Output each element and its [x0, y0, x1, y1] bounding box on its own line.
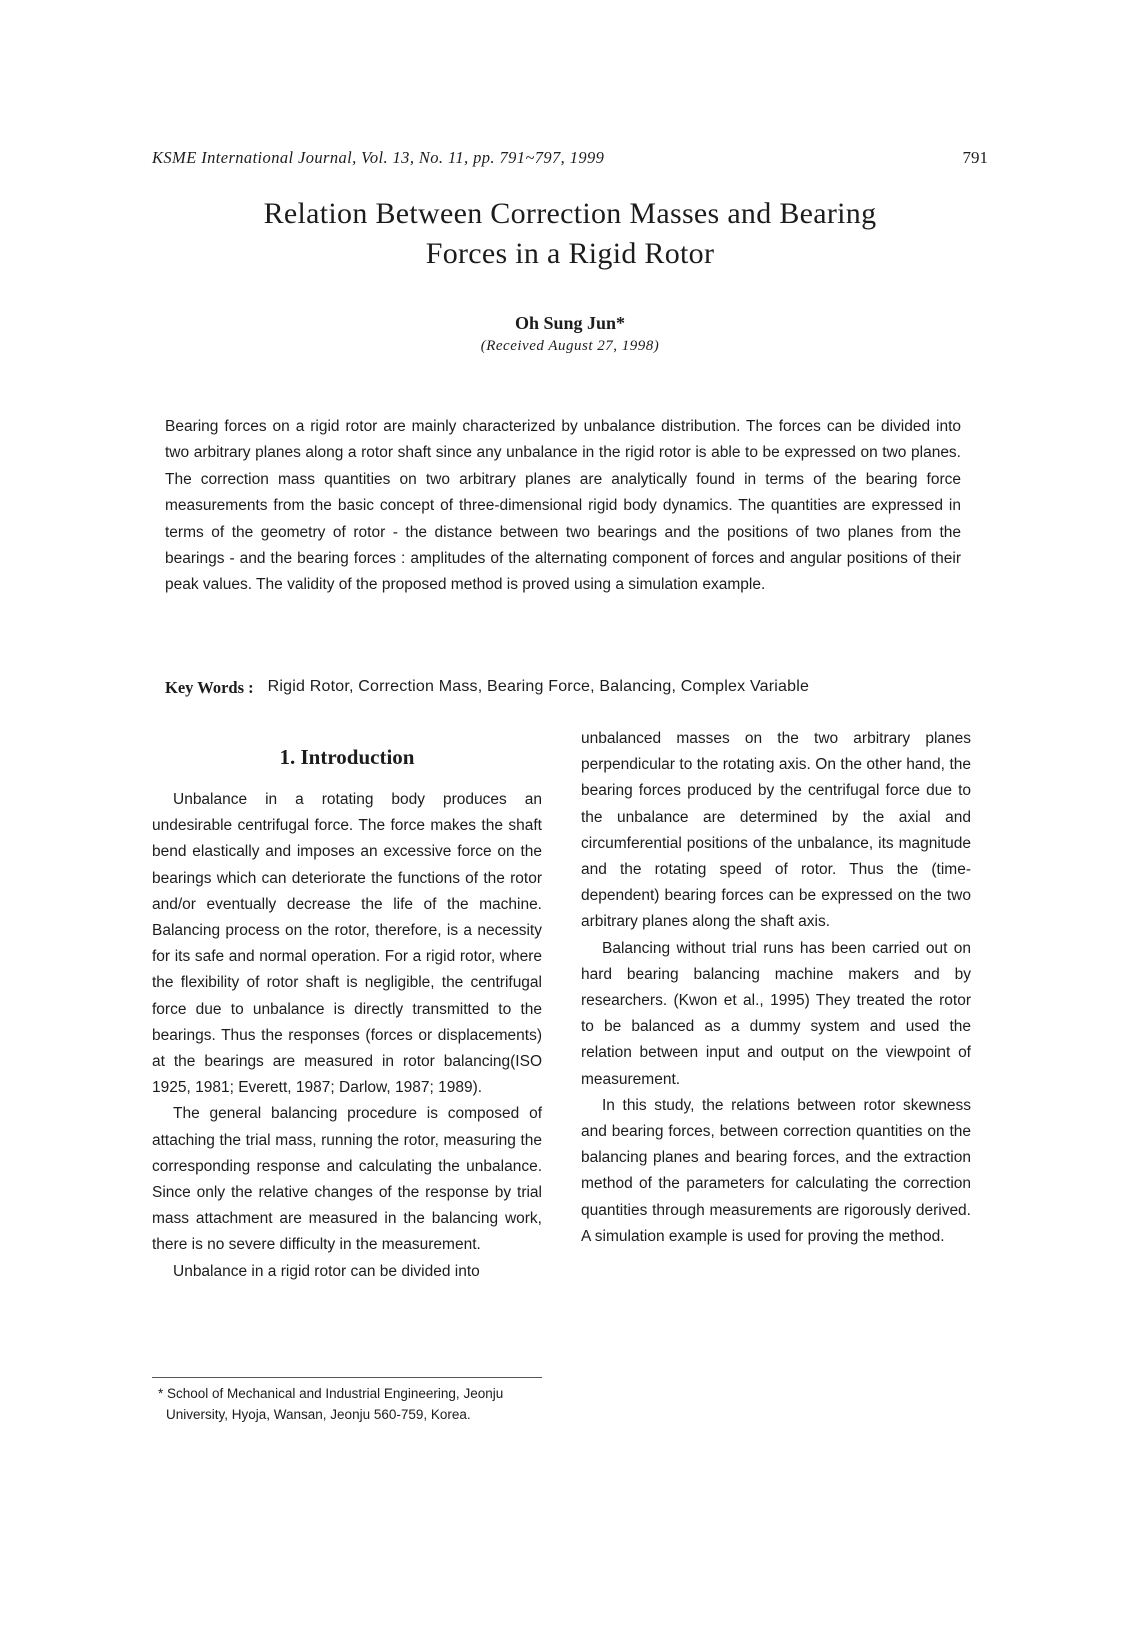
paper-title [152, 194, 988, 274]
paragraph: The general balancing procedure is composed of attaching the trial mass, running the rotor, measuring the corresponding response and calculating the unbalance. Since only the relative changes of the response by trial mass attachment are measured in the balancing work, there is no severe difficulty in the measurement. [152, 1105, 542, 1254]
keywords [165, 678, 965, 698]
paragraph: In this study, the relations between rotor skewness and bearing forces, between correction quantities on the balancing planes and bearing forces, and the extraction method of the parameters for calculating the correction quantities through measurements are rigorously derived. A simulation example is used for proving the method. [581, 1096, 971, 1245]
paragraph: Unbalance in a rigid rotor can be divided into [173, 1262, 480, 1280]
author-name: Oh Sung Jun* [514, 313, 626, 333]
page-number: 791 [962, 148, 988, 167]
footnote-divider [152, 1377, 542, 1378]
footnote-affiliation: * School of Mechanical and Industrial Engineering, Jeonju University, Hyoja, Wansan, Jeonju 560-759, Korea. [158, 1386, 504, 1422]
right-column [581, 726, 971, 1250]
keywords-label: Key Words : [165, 678, 254, 697]
abstract: Bearing forces on a rigid rotor are mainly characterized by unbalance distribution. The forces can be divided into two arbitrary planes along a rotor shaft since any unbalance in the rigid rotor is able to be expressed on two planes. The correction mass quantities on two arbitrary planes are analytically found in terms of the bearing force measurements from the basic concept of three-dimensional rigid body dynamics. The quantities are expressed in terms of the geometry of rotor - the distance between two bearings and the positions of two planes from the bearings - and the bearing forces : amplitudes of the alternating component of forces and angular positions of their peak values. The validity of the proposed method is proved using a simulation example. [165, 418, 961, 594]
paragraph: Unbalance in a rotating body produces an undesirable centrifugal force. The force makes the shaft bend elastically and imposes an excessive force on the bearings which can deteriorate the functions of the rotor and/or eventually decrease the life of the machine. Balancing process on the rotor, therefore, is a necessity for its safe and normal operation. For a rigid rotor, where the flexibility of rotor shaft is negligible, the centrifugal force due to unbalance is directly transmitted to the bearings. Thus the responses (forces or displacements) at the bearings are measured in rotor balancing(ISO 1925, 1981; Everett, 1987; Darlow, 1987; 1989). [152, 791, 542, 1097]
paragraph: Balancing without trial runs has been carried out on hard bearing balancing machine makers and by researchers. (Kwon et al., 1995) They treated the rotor to be balanced as a dummy system and used the relation between input and output on the viewpoint of measurement. [581, 939, 971, 1088]
paragraph-continuation: unbalanced masses on the two arbitrary planes perpendicular to the rotating axis. On the other hand, the bearing forces produced by the centrifugal force due to the unbalance are determined by the axial and circumferential positions of the unbalance, its magnitude and the rotating speed of rotor. Thus the (time-dependent) bearing forces can be expressed on the two arbitrary planes along the shaft axis. [581, 730, 971, 931]
keywords-text: Rigid Rotor, Correction Mass, Bearing Force, Balancing, Complex Variable [267, 678, 810, 695]
running-header [152, 148, 988, 168]
title-line-1: Relation Between Correction Masses and Bearing [263, 197, 877, 230]
section-heading: 1. Introduction [279, 745, 415, 769]
title-line-2: Forces in a Rigid Rotor [425, 237, 715, 270]
received-date: (Received August 27, 1998) [480, 338, 660, 354]
journal-citation: KSME International Journal, Vol. 13, No. 11, pp. 791~797, 1999 [152, 148, 605, 167]
left-column [152, 787, 542, 1285]
